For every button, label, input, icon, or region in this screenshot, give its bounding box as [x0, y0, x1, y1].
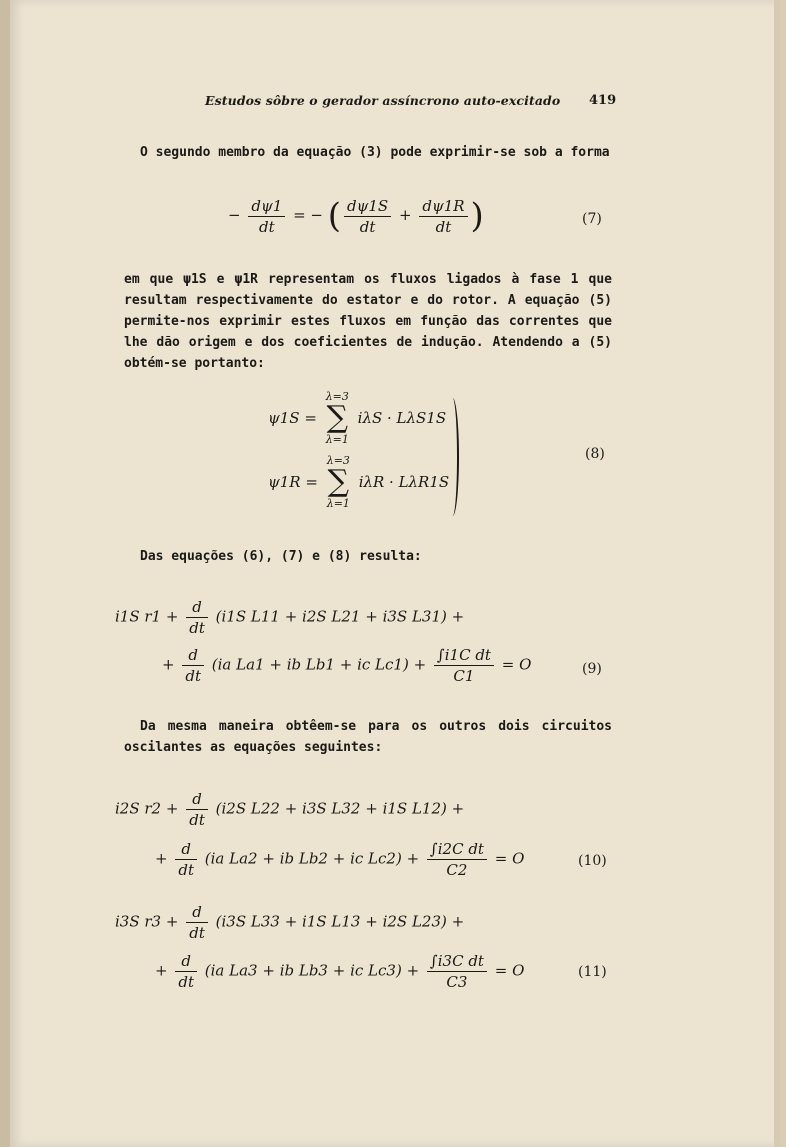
paragraph-intro: O segundo membro da equação (3) pode exprimir-se sob a forma: [140, 145, 610, 160]
equation-label-9: (9): [582, 661, 602, 677]
equation-8-line-1: ψ1S = λ=3 ∑ λ=1 iλS · LλS1S: [268, 390, 447, 446]
paragraph-result: Das equações (6), (7) e (8) resulta:: [140, 549, 422, 564]
integral-fraction: $\frac{\text{∫i3C dt}}{C3}$: [427, 952, 487, 991]
fraction: $\frac{d\psi 1R}{dt}$: [419, 197, 467, 236]
fraction: $\frac{d}{dt}$: [175, 952, 197, 991]
paragraph-flux: em que ψ1S e ψ1R representam os fluxos ligados à fase 1 que resultam respectivamente do estator e do rotor. A equação (5) permite-nos exprimir estes fluxos em função das correntes que lhe dão origem e dos coeficientes de indução. Atendendo a (5) obtém-se portanto:: [124, 272, 612, 371]
right-paren: ): [470, 196, 484, 236]
fraction: $\frac{d}{dt}$: [182, 646, 204, 685]
right-brace: [443, 398, 459, 516]
equation-7: − $\frac{d\psi 1}{dt}$ = − ( $\frac{d\psi 1S}{dt}$ + $\frac{d\psi 1R}{dt}$ ): [228, 196, 484, 236]
paragraph-oscillating: Da mesma maneira obtêem-se para os outros dois circuitos oscilantes as equações seguintes:: [124, 719, 612, 755]
equation-9-line-2: + $\frac{d}{dt}$ (ia La1 + ib Lb1 + ic Lc1) + $\frac{\text{∫i1C dt}}{C1}$ = O: [162, 646, 532, 685]
equation-11-line-2: + $\frac{d}{dt}$ (ia La3 + ib Lb3 + ic Lc3) + $\frac{\text{∫i3C dt}}{C3}$ = O: [155, 952, 525, 991]
integral-fraction: $\frac{\text{∫i2C dt}}{C2}$: [427, 840, 487, 879]
equation-label-11: (11): [578, 964, 607, 980]
left-paren: (: [327, 196, 342, 236]
equation-label-10: (10): [578, 853, 607, 869]
book-spine: [0, 0, 10, 1147]
running-header: Estudos sôbre o gerador assíncrono auto-excitado: [205, 93, 561, 108]
equation-10-line-2: + $\frac{d}{dt}$ (ia La2 + ib Lb2 + ic Lc2) + $\frac{\text{∫i2C dt}}{C2}$ = O: [155, 840, 525, 879]
integral-fraction: $\frac{\text{∫i1C dt}}{C1}$: [434, 646, 494, 685]
sigma-symbol: ∑: [327, 464, 350, 499]
fraction: $\frac{d}{dt}$: [175, 840, 197, 879]
equation-8-line-2: ψ1R = λ=3 ∑ λ=1 iλR · LλR1S: [268, 454, 450, 510]
fraction: $\frac{d}{dt}$: [186, 903, 208, 942]
summation: λ=3 ∑ λ=1: [326, 454, 350, 510]
equation-label-8: (8): [585, 446, 605, 462]
fraction: $\frac{d\psi 1S}{dt}$: [344, 197, 391, 236]
fraction: $\frac{d}{dt}$: [186, 598, 208, 637]
equation-11-line-1: i3S r3 + $\frac{d}{dt}$ (i3S L33 + i1S L13 + i2S L23) +: [115, 903, 465, 942]
equation-9-line-1: i1S r1 + $\frac{d}{dt}$ (i1S L11 + i2S L21 + i3S L31) +: [115, 598, 465, 637]
equation-label-7: (7): [582, 211, 602, 227]
page-number: 419: [589, 93, 617, 108]
equation-10-line-1: i2S r2 + $\frac{d}{dt}$ (i2S L22 + i3S L32 + i1S L12) +: [115, 790, 465, 829]
fraction: $\frac{d\psi 1}{dt}$: [248, 197, 285, 236]
summation: λ=3 ∑ λ=1: [325, 390, 349, 446]
page-edge: [774, 0, 780, 1147]
sigma-symbol: ∑: [326, 400, 348, 435]
fraction: $\frac{d}{dt}$: [186, 790, 208, 829]
